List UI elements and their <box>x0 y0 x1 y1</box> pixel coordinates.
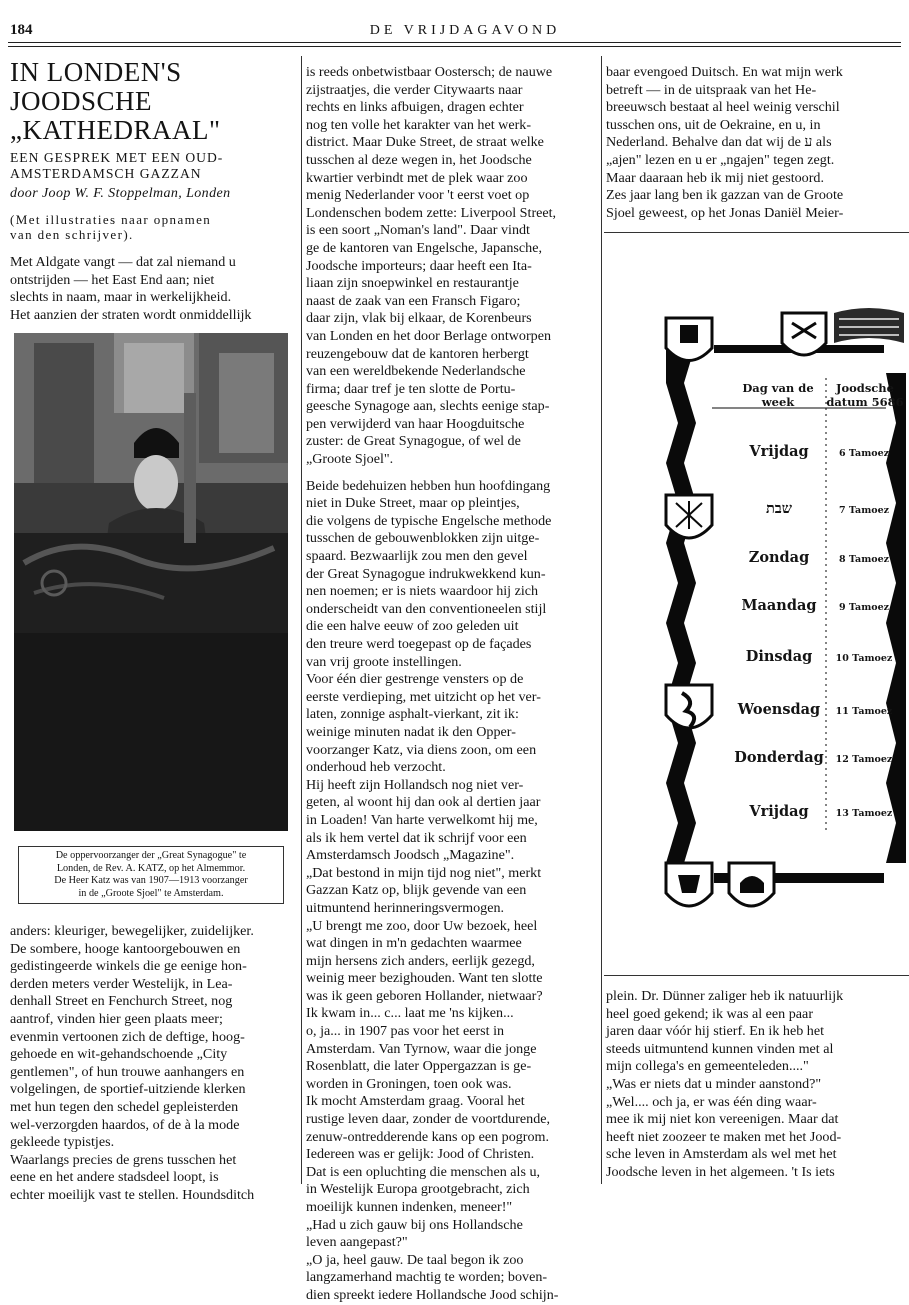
text-line: zenuw-ontredderende kans op een pogrom. <box>306 1128 550 1145</box>
text-line: menig Nederlander voor 't eerst voet op <box>306 187 530 204</box>
text-line: Joodsche leven in het algemeen. 't Is iets <box>606 1163 835 1180</box>
text-line: uitmuntend herinneringsvermogen. <box>306 899 505 916</box>
text-line: zijstraatjes, die verder Citywaarts naar <box>306 81 523 98</box>
text-line: langzamerhand machtig te worden; boven- <box>306 1269 548 1286</box>
text-line: sche leven in Amsterdam als wel met het <box>606 1146 837 1163</box>
text-line: o, ja... in 1907 pas voor het eerst in <box>306 1023 505 1040</box>
right-column-top <box>606 64 898 222</box>
text-line: evenmin vertoonen zich de deftige, hoog- <box>10 1028 245 1045</box>
text-line: Dat is een opluchting die menschen als u, <box>306 1163 541 1180</box>
text-line: „Groote Sjoel". <box>306 451 394 468</box>
text-line: „ajen" lezen en u er „ngajen" tegen zegt. <box>606 151 835 168</box>
text-line: Ik kwam in... c... laat me 'ns kijken... <box>306 1005 514 1022</box>
caption-line: in de „Groote Sjoel" te Amsterdam. <box>78 887 224 899</box>
text-line: als ik hem vertel dat ik schrijf voor een <box>306 829 527 846</box>
middle-column <box>306 64 598 1305</box>
text-line: weinig meer bezighouden. Want ten slotte <box>306 970 543 987</box>
text-line: derden meters verder Westelijk, in Lea- <box>10 975 233 992</box>
text-line: in Westelijk Europa grootgebracht, zich <box>306 1181 530 1198</box>
text-line: niet in Duke Street, maar op pleintjes, <box>306 495 520 512</box>
text-line: echter moeilijk vast te stellen. Houndsditch <box>10 1186 255 1203</box>
text-line: Ik mocht Amsterdam graag. Vooral het <box>306 1093 525 1110</box>
text-line: wel-verzorgden haardos, of de à la mode <box>10 1116 240 1133</box>
text-line: die een halve eeuw of zoo geleden uit <box>306 618 519 635</box>
text-line: zuster: de Great Synagogue, of wel de <box>306 433 521 450</box>
text-line: De sombere, hooge kantoorgebouwen en <box>10 940 241 957</box>
text-line: jaren daar vóór hij stierf. En ik heb het <box>606 1023 824 1040</box>
text-line: liaan zijn snoepwinkel en restaurantje <box>306 275 519 292</box>
text-line: gentlemen", of hun trouwe aanhangers en <box>10 1063 245 1080</box>
intro-paragraph <box>10 254 296 324</box>
caption-line: De Heer Katz was van 1907—1913 voorzanger <box>54 875 248 886</box>
text-line: geten, al woont hij dan ook al dertien jaar <box>306 794 541 811</box>
calendar-header-line: Joodsche <box>836 381 894 395</box>
text-line: moeilijk kunnen indenken, meneer!" <box>306 1199 513 1215</box>
text-line: Waarlangs precies de grens tusschen het <box>10 1151 237 1168</box>
article-headline <box>10 58 300 145</box>
text-line: „U brengt me zoo, door Uw bezoek, heel <box>306 917 538 934</box>
text-line: aantrof, vinden hier geen plaats meer; <box>10 1010 223 1027</box>
headline-line: JOODSCHE <box>10 86 153 116</box>
text-line: rustige leven daar, zonder de voortdurende, <box>306 1111 551 1128</box>
illustration-note-line: van den schrijver). <box>10 227 134 242</box>
illustration-note-line: (Met illustraties naar opnamen <box>10 212 212 227</box>
text-line: rechts en links afbuigen, dragen echter <box>306 99 524 116</box>
text-line: Voor één dier gestrenge vensters op de <box>306 671 524 688</box>
cantor-photo <box>14 333 288 831</box>
calendar-header-line: week <box>761 395 795 409</box>
calendar-day: שבת <box>765 500 793 517</box>
text-line: tusschen al deze wegen in, het Joodsche <box>306 151 532 168</box>
text-line: wat dingen in m'n gedachten waarmee <box>306 935 522 952</box>
column-divider <box>301 56 302 1184</box>
calendar-date: 9 Tamoez <box>838 602 890 613</box>
text-line: reuzengebouw dat de kantoren herbergt <box>306 345 529 362</box>
text-line: slechts in naam, maar in werkelijkheid. <box>10 289 232 306</box>
page-number: 184 <box>10 22 33 38</box>
text-line: van vrij groote instellingen. <box>306 653 462 670</box>
text-line: „Had u zich gauw bij ons Hollandsche <box>306 1216 523 1233</box>
text-line: naast de zaak van een Fransch Figaro; <box>306 292 521 309</box>
text-line: kwartier verbindt met de plek waar zoo <box>306 169 528 186</box>
text-line: der Great Synagogue indrukwekkend kun- <box>306 565 546 582</box>
text-line: weinige minuten nadat ik den Opper- <box>306 723 516 740</box>
text-line: in Loaden! Van harte verwelkomt hij me, <box>306 811 538 828</box>
left-column-continuation <box>10 923 296 1205</box>
text-line: spaard. Bezwaarlijk zou men den gevel <box>306 548 528 565</box>
text-line: steeds uitmuntend kunnen vinden met al <box>606 1040 834 1057</box>
text-line: ge de kantoren van Engelsche, Japansche, <box>306 239 542 256</box>
text-line: Amsterdam. Van Tyrnow, waar die jonge <box>306 1040 537 1057</box>
right-column-bottom <box>606 988 898 1182</box>
text-line: laten, zonnige asphalt-vierkant, zit ik: <box>306 706 519 723</box>
text-line: baar evengoed Duitsch. En wat mijn werk <box>606 64 843 80</box>
text-line: was ik geen geboren Hollander, nietwaar? <box>306 987 543 1004</box>
caption-line: Londen, de Rev. A. KATZ, op het Almemmor. <box>56 862 246 874</box>
calendar-day: Dinsdag <box>745 648 813 665</box>
text-line: pen verwijderd van haar Hoogduitsche <box>306 415 525 432</box>
calendar-date: 6 Tamoez <box>838 448 890 459</box>
subheadline-line: AMSTERDAMSCH GAZZAN <box>10 166 202 181</box>
header-rule <box>8 42 901 43</box>
caption-line: De oppervoorzanger der „Great Synagogue" te <box>55 850 247 861</box>
subheadline-line: EEN GESPREK MET EEN OUD- <box>10 150 224 165</box>
text-line: dien spreekt iedere Hollandsche Jood schijn- <box>306 1286 559 1303</box>
text-line: Rosenblatt, die later Oppergazzan is ge- <box>306 1058 532 1075</box>
text-line: onderhoud heb verzocht. <box>306 759 446 776</box>
article-byline: door Joop W. F. Stoppelman, Londen <box>10 186 231 201</box>
headline-line: „KATHEDRAAL" <box>10 115 221 145</box>
calendar-date: 13 Tamoez <box>835 808 893 819</box>
text-line: „O ja, heel gauw. De taal begon ik zoo <box>306 1251 524 1268</box>
text-line: van Londen en het door Berlage ontworpen <box>306 327 551 344</box>
text-line: eene en het andere stadsdeel loopt, is <box>10 1169 219 1186</box>
text-line: mee ik mij niet kon vereenigen. Maar dat <box>606 1111 839 1128</box>
calendar-date: 8 Tamoez <box>838 554 890 565</box>
text-line: nog ten volle het karakter van het werk- <box>306 116 532 133</box>
text-line: breeuwsch bestaat al heel weinig verschil <box>606 99 840 116</box>
calendar-date: 12 Tamoez <box>835 754 893 765</box>
text-line: Hij heeft zijn Hollandsch nog niet ver- <box>306 776 524 793</box>
text-line: gehoede en wit-gehandschoende „City <box>10 1046 228 1063</box>
calendar-day: Vrijdag <box>749 443 809 460</box>
illustration-note <box>10 212 300 242</box>
text-line: Maar daaraan heb ik mij niet gestoord. <box>606 169 824 186</box>
text-line: den treure werd toegepast op de façades <box>306 636 532 652</box>
text-line: daar zijn, vlak bij elkaar, de Korenbeurs <box>306 310 532 327</box>
calendar-day: Donderdag <box>734 749 824 766</box>
text-line: Londenschen bodem zette: Liverpool Street, <box>306 204 557 221</box>
paragraph <box>306 478 598 1305</box>
paragraph <box>306 64 598 469</box>
calendar-table <box>604 232 909 976</box>
calendar-day: Zondag <box>748 549 810 566</box>
text-line: Sjoel geweest, op het Jonas Daniël Meier- <box>606 204 844 221</box>
text-line: „Dat bestond in mijn tijd nog niet", merkt <box>306 864 542 881</box>
text-line: met hun tegen den schedel gepleisterden <box>10 1098 239 1115</box>
calendar-header-day <box>732 381 824 409</box>
calendar-header-line: datum 5686 <box>826 395 904 409</box>
text-line: mijn hersens zich anders, eerlijk gezegd, <box>306 952 535 969</box>
text-line: firma; daar tref je ten slotte de Portu- <box>306 380 516 397</box>
running-head <box>0 0 909 44</box>
text-line: Gazzan Katz op, blijk gevende van een <box>306 882 527 899</box>
text-line: Zes jaar lang ben ik gazzan van de Groote <box>606 187 844 204</box>
text-line: worden in Groningen, toen ook was. <box>306 1075 512 1092</box>
headline-line: IN LONDEN'S <box>10 57 182 87</box>
text-line: leven aangepast?" <box>306 1234 408 1251</box>
text-line: eerste verdieping, met uitzicht op het ver- <box>306 688 541 705</box>
text-line: Joodsche importeurs; daar heeft een Ita- <box>306 257 532 274</box>
text-line: voorzanger Katz, via diens zoon, om een <box>306 741 537 758</box>
text-line: tusschen de gebouwenblokken zijn uitge- <box>306 530 540 547</box>
text-line: Nederland. Behalve dan dat wij de ע als <box>606 134 832 151</box>
calendar-header-line: Dag van de <box>742 381 814 395</box>
text-line: plein. Dr. Dünner zaliger heb ik natuurlijk <box>606 988 844 1004</box>
text-line: anders: kleuriger, bewegelijker, zuidelijker. <box>10 923 254 939</box>
calendar-date: 7 Tamoez <box>838 505 890 516</box>
text-line: volgelingen, de sportief-uitziende klerken <box>10 1081 246 1098</box>
text-line: die volgens de typische Engelsche methode <box>306 512 552 529</box>
calendar-day: Vrijdag <box>749 803 809 820</box>
text-line: Amsterdamsch Joodsch „Magazine". <box>306 847 515 864</box>
magazine-title: DE VRIJDAGAVOND <box>369 23 561 38</box>
text-line: mijn collega's en gemeenteleden...." <box>606 1058 809 1075</box>
text-line: geesche Synagoge aan, slechts eenige stap- <box>306 398 550 415</box>
header-rule-thin <box>8 46 901 47</box>
text-line: ontstrijden — het East End aan; niet <box>10 271 215 288</box>
text-line: betreft — in de uitspraak van het He- <box>606 81 817 98</box>
text-line: Het aanzien der straten wordt onmiddellijk <box>10 306 252 323</box>
text-line: heel goed gekend; ik was al een paar <box>606 1005 814 1022</box>
text-line: is reeds onbetwistbaar Oostersch; de nauwe <box>306 64 553 80</box>
article-subheadline <box>10 150 300 182</box>
text-line: Met Aldgate vangt — dat zal niemand u <box>10 254 236 270</box>
photo-caption <box>18 846 284 904</box>
calendar-header-date <box>826 381 904 409</box>
text-line: district. Maar Duke Street, de straat welke <box>306 134 544 151</box>
text-line: heeft niet zoozeer te maken met het Jood- <box>606 1128 842 1145</box>
calendar-day: Maandag <box>741 597 817 614</box>
calendar-date: 11 Tamoez <box>835 706 893 717</box>
text-line: van een wereldbekende Nederlandsche <box>306 363 526 380</box>
text-line: gekleede typistjes. <box>10 1134 115 1151</box>
text-line: „Was er niets dat u minder aanstond?" <box>606 1075 822 1092</box>
calendar-day: Woensdag <box>737 701 821 718</box>
text-line: is een soort „Noman's land". Daar vindt <box>306 222 530 239</box>
text-line: tusschen ons, uit de Oekraine, en u, in <box>606 116 821 133</box>
text-line: nen noemen; er is niets waardoor hij zich <box>306 583 539 600</box>
text-line: „Wel.... och ja, er was één ding waar- <box>606 1093 817 1110</box>
text-line: onderscheidt van den conventioneelen stijl <box>306 600 547 617</box>
calendar-date: 10 Tamoez <box>835 653 893 664</box>
text-line: gedistingeerde winkels die ge eenige hon- <box>10 958 247 975</box>
column-divider <box>601 56 602 1184</box>
text-line: denhall Street en Fenchurch Street, nog <box>10 993 233 1010</box>
text-line: Iedereen was er gelijk: Jood of Christen. <box>306 1146 535 1163</box>
text-line: Beide bedehuizen hebben hun hoofdingang <box>306 477 551 494</box>
